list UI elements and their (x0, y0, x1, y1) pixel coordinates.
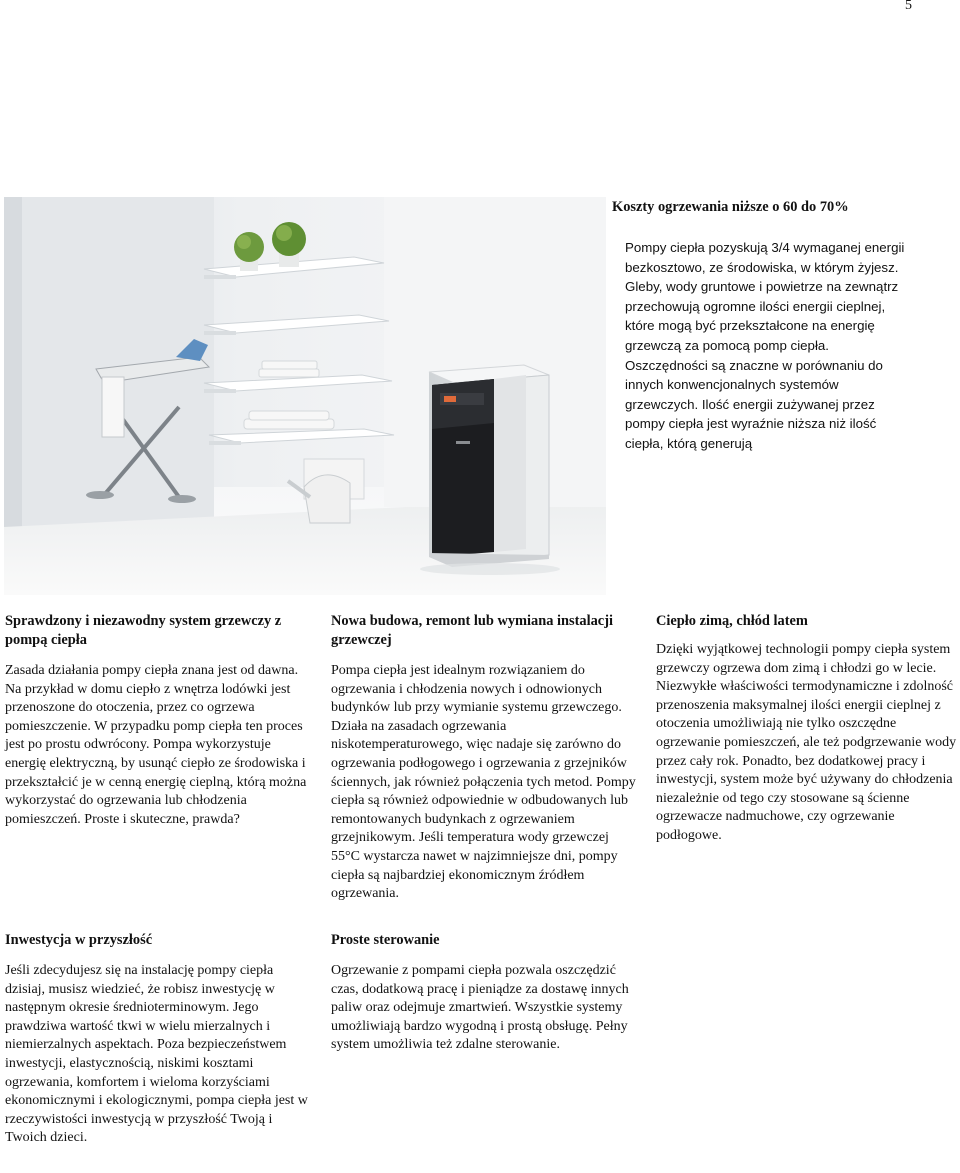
section-heading: Nowa budowa, remont lub wymiana instalacji grzewczej (331, 613, 613, 648)
section-warm-winter (656, 612, 958, 846)
section-body: Zasada działania pompy ciepła znana jest od dawna. Na przykład w domu ciepło z wnętrza lodówki jest przenoszone do otoczenia, przez co ogrzewa pomieszczenie. W przypadku pomp ciepła ten proces jest po prostu odwrócony. Pompa wykorzystuje energię elektryczną, by usunąć ciepło ze środowiska i przekształcić je w cenną energię cieplną, którą można wykorzystać do ogrzewania lub chłodzenia pomieszczeń. Proste i skuteczne, prawda? (5, 663, 307, 827)
intro-body (625, 239, 915, 455)
section-heading: Ciepło zimą, chłód latem (656, 613, 808, 629)
section-new-building (331, 612, 636, 904)
intro-body-text: Pompy ciepła pozyskują 3/4 wymaganej energii bezkosztowo, ze środowiska, w którym żyjesz. Gleby, wody gruntowe i powietrze na zewnątrz przechowują ogromne ilości energii cieplnej, które mogą być przekształcone na energię grzewczą za pomocą pomp ciepła. Oszczędności są znaczne w porównaniu do innych konwencjonalnych systemów grzewczych. Ilość energii zużywanej przez pompy ciepła jest wyraźnie niższa niż ilość ciepła, którą generują (625, 240, 905, 451)
section-simple-control (331, 931, 636, 1055)
section-body: Dzięki wyjątkowej technologii pompy ciepła system grzewczy ogrzewa dom zimą i chłodzi go w lecie. Niezwykłe właściwości termodynamiczne i zdolność przenoszenia maksymalnej ilości energii cieplnej z otoczenia umożliwiają nie tylko oszczędne ogrzewanie pomieszczeń, ale też podgrzewanie wody przez cały rok. Ponadto, bez dodatkowej pracy i inwestycji, system może być używany do chłodzenia niezależnie od tego czy stosowane są ścienne ogrzewacze nadmuchowe, czy ogrzewanie podłogowe. (656, 642, 957, 843)
section-heading: Proste sterowanie (331, 932, 440, 948)
section-heading: Inwestycja w przyszłość (5, 932, 153, 948)
section-investment (5, 931, 310, 1148)
section-body: Jeśli zdecydujesz się na instalację pompy ciepła dzisiaj, musisz wiedzieć, że robisz inwestycję w następnym okresie średnioterminowym. Jego prawdziwa wartość tkwi w wielu mierzalnych i niemierzalnych aspektach. Poza bezpieczeństwem inwestycji, elastycznością, niskimi kosztami ogrzewania, komfortem i wieloma korzyściami ekonomicznymi i ekologicznymi, pompa ciepła jest w rzeczywistości inwestycją w przyszłość Twoją i Twoich dzieci. (5, 963, 308, 1146)
section-body: Pompa ciepła jest idealnym rozwiązaniem do ogrzewania i chłodzenia nowych i odnowionych budynków lub przy wymianie systemu grzewczego. Działa na zasadach ogrzewania niskotemperaturowego, więc nadaje się zarówno do ogrzewania podłogowego i ogrzewania z grzejników ściennych, jak również połączenia tych metod. Pompy ciepła są również odpowiednie w odbudowanych lub remontowanych budynkach z ogrzewaniem grzejnikowym. Jeśli temperatura wody grzewczej 55°C wystarcza nawet w najzimniejsze dni, pompy ciepła są najbardziej ekonomicznym źródłem ogrzewania. (331, 663, 636, 902)
intro-heading: Koszty ogrzewania niższe o 60 do 70% (612, 199, 849, 215)
section-proven-system (5, 612, 310, 829)
page-number: 5 (905, 0, 912, 13)
section-body: Ogrzewanie z pompami ciepła pozwala oszczędzić czas, dodatkową pracę i pieniądze za dostawę innych paliw oraz odejmuje zmartwień. Wszystkie systemy umożliwiają bardzo wygodną i prostą obsługę. Pełny system umożliwia też zdalne sterowanie. (331, 963, 629, 1053)
section-heading: Sprawdzony i niezawodny system grzewczy z pompą ciepła (5, 613, 282, 648)
heat-pump-photo (4, 197, 606, 595)
